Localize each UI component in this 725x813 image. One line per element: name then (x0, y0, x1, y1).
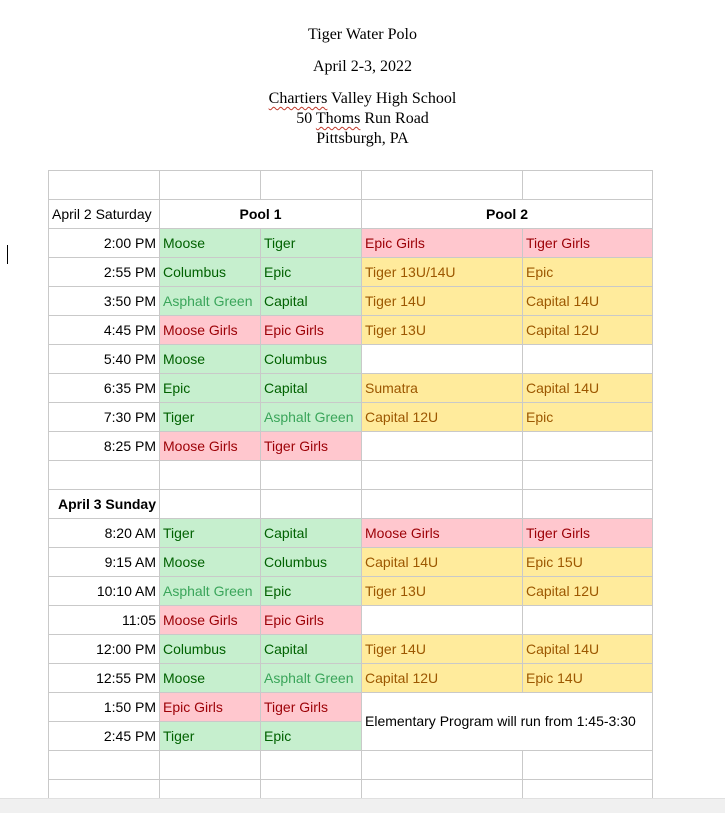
time-cell[interactable]: 12:55 PM (49, 664, 160, 693)
pool1-team-b[interactable]: Capital (261, 374, 362, 403)
pool1-team-b[interactable]: Capital (261, 519, 362, 548)
pool1-team-a[interactable]: Moose (160, 548, 261, 577)
pool1-team-a[interactable]: Tiger (160, 403, 261, 432)
pool2-team-b[interactable]: Epic 14U (523, 664, 653, 693)
pool1-team-a[interactable]: Epic (160, 374, 261, 403)
pool1-team-b[interactable]: Tiger Girls (261, 432, 362, 461)
pool2-team-b[interactable]: Capital 14U (523, 635, 653, 664)
table-cell[interactable] (160, 751, 261, 780)
table-cell[interactable] (523, 171, 653, 200)
pool2-team-b[interactable] (523, 432, 653, 461)
pool1-team-b[interactable]: Tiger (261, 229, 362, 258)
pool2-team-a[interactable] (362, 345, 523, 374)
schedule-table (48, 170, 653, 809)
pool2-team-b[interactable] (523, 345, 653, 374)
pool2-team-b[interactable]: Capital 14U (523, 374, 653, 403)
pool2-team-a[interactable]: Tiger 13U/14U (362, 258, 523, 287)
time-cell[interactable]: 8:20 AM (49, 519, 160, 548)
venue-name (0, 90, 725, 108)
table-cell[interactable] (362, 461, 523, 490)
pool1-team-b[interactable]: Asphalt Green (261, 403, 362, 432)
time-cell[interactable]: 2:45 PM (49, 722, 160, 751)
pool1-team-b[interactable]: Epic Girls (261, 606, 362, 635)
table-cell[interactable] (160, 171, 261, 200)
address-street-b: Run Road (360, 110, 429, 127)
venue-city: Pittsburgh, PA (316, 130, 409, 147)
pool1-team-b[interactable]: Columbus (261, 345, 362, 374)
table-cell[interactable] (523, 461, 653, 490)
pool2-team-b[interactable]: Capital 12U (523, 577, 653, 606)
pool2-team-a[interactable]: Capital 12U (362, 664, 523, 693)
time-cell[interactable]: 1:50 PM (49, 693, 160, 722)
pool2-team-a[interactable]: Capital 12U (362, 403, 523, 432)
time-cell[interactable]: 2:55 PM (49, 258, 160, 287)
table-row (49, 403, 653, 432)
table-cell[interactable] (49, 751, 160, 780)
pool2-team-b[interactable] (523, 606, 653, 635)
pool1-team-b[interactable]: Epic (261, 258, 362, 287)
pool1-header[interactable]: Pool 1 (160, 200, 362, 229)
table-row (49, 548, 653, 577)
table-row (49, 519, 653, 548)
table-row (49, 606, 653, 635)
time-cell[interactable]: 5:40 PM (49, 345, 160, 374)
pool1-team-a[interactable]: Moose Girls (160, 606, 261, 635)
table-cell[interactable] (523, 751, 653, 780)
pool2-team-b[interactable]: Capital 14U (523, 287, 653, 316)
time-cell[interactable]: 2:00 PM (49, 229, 160, 258)
pool1-team-a[interactable]: Tiger (160, 722, 261, 751)
table-row (49, 287, 653, 316)
pool2-team-b[interactable]: Epic (523, 258, 653, 287)
pool2-team-a[interactable]: Epic Girls (362, 229, 523, 258)
pool2-team-a[interactable]: Tiger 14U (362, 635, 523, 664)
table-cell[interactable] (160, 461, 261, 490)
pool1-team-b[interactable]: Capital (261, 287, 362, 316)
table-cell[interactable] (49, 461, 160, 490)
pool1-team-a[interactable]: Asphalt Green (160, 287, 261, 316)
table-row (49, 664, 653, 693)
table-cell[interactable] (261, 751, 362, 780)
window-bottom-edge (0, 798, 725, 813)
pool2-team-b[interactable]: Tiger Girls (523, 229, 653, 258)
time-cell[interactable]: 9:15 AM (49, 548, 160, 577)
table-cell[interactable] (160, 490, 261, 519)
event-dates: April 2-3, 2022 (312, 58, 413, 75)
table-cell[interactable] (261, 490, 362, 519)
table-row (49, 577, 653, 606)
pool2-team-b[interactable]: Tiger Girls (523, 519, 653, 548)
table-row-blank (49, 171, 653, 200)
time-cell[interactable]: 10:10 AM (49, 577, 160, 606)
time-cell[interactable]: 4:45 PM (49, 316, 160, 345)
pool2-team-b[interactable]: Capital 12U (523, 316, 653, 345)
pool1-team-a[interactable]: Columbus (160, 635, 261, 664)
pool1-team-a[interactable]: Tiger (160, 519, 261, 548)
elementary-program-note[interactable]: Elementary Program will run from 1:45-3:30 (362, 693, 653, 751)
day-label-sunday[interactable]: April 3 Sunday (49, 490, 160, 519)
time-cell[interactable]: 7:30 PM (49, 403, 160, 432)
table-row-blank (49, 461, 653, 490)
table-row (49, 693, 653, 722)
time-cell[interactable]: 12:00 PM (49, 635, 160, 664)
pool1-team-b[interactable]: Capital (261, 635, 362, 664)
pool1-team-a[interactable]: Moose (160, 664, 261, 693)
pool2-team-a[interactable]: Tiger 13U (362, 316, 523, 345)
time-cell[interactable]: 8:25 PM (49, 432, 160, 461)
table-row (49, 635, 653, 664)
text-cursor (7, 245, 8, 264)
table-row (49, 345, 653, 374)
table-row (49, 432, 653, 461)
table-row (49, 229, 653, 258)
pool2-team-a[interactable]: Moose Girls (362, 519, 523, 548)
table-cell[interactable] (49, 171, 160, 200)
pool2-header[interactable]: Pool 2 (362, 200, 653, 229)
pool1-team-b[interactable]: Columbus (261, 548, 362, 577)
pool1-team-b[interactable]: Epic Girls (261, 316, 362, 345)
pool2-team-b[interactable]: Epic 15U (523, 548, 653, 577)
venue-name-part-b: Valley High School (327, 90, 457, 107)
pool2-team-a[interactable]: Sumatra (362, 374, 523, 403)
pool2-team-a[interactable]: Capital 14U (362, 548, 523, 577)
table-cell[interactable] (523, 490, 653, 519)
pool1-team-a[interactable]: Moose Girls (160, 316, 261, 345)
pool2-team-a[interactable] (362, 606, 523, 635)
pool1-team-a[interactable]: Moose (160, 345, 261, 374)
pool2-team-a[interactable]: Tiger 13U (362, 577, 523, 606)
pool1-team-b[interactable]: Asphalt Green (261, 664, 362, 693)
table-row-blank (49, 751, 653, 780)
table-cell[interactable] (362, 490, 523, 519)
pool1-team-a[interactable]: Moose Girls (160, 432, 261, 461)
pool1-team-a[interactable]: Moose (160, 229, 261, 258)
time-cell[interactable]: 11:05 (49, 606, 160, 635)
address-street-a: Thoms (315, 110, 361, 127)
table-cell[interactable] (362, 171, 523, 200)
table-row-day-header (49, 200, 653, 229)
table-row (49, 316, 653, 345)
table-cell[interactable] (362, 751, 523, 780)
document-title: Tiger Water Polo (308, 26, 417, 43)
pool1-team-b[interactable]: Epic (261, 577, 362, 606)
pool2-team-a[interactable]: Tiger 14U (362, 287, 523, 316)
table-cell[interactable] (261, 461, 362, 490)
time-cell[interactable]: 3:50 PM (49, 287, 160, 316)
pool1-team-a[interactable]: Asphalt Green (160, 577, 261, 606)
pool2-team-b[interactable]: Epic (523, 403, 653, 432)
address-number: 50 (296, 110, 316, 127)
table-cell[interactable] (261, 171, 362, 200)
table-row-day-header (49, 490, 653, 519)
venue-address (0, 110, 725, 128)
time-cell[interactable]: 6:35 PM (49, 374, 160, 403)
venue-name-part-a: Chartiers (268, 90, 328, 107)
pool2-team-a[interactable] (362, 432, 523, 461)
pool1-team-a[interactable]: Columbus (160, 258, 261, 287)
table-row (49, 374, 653, 403)
pool1-team-b[interactable]: Epic (261, 722, 362, 751)
pool1-team-a[interactable]: Epic Girls (160, 693, 261, 722)
pool1-team-b[interactable]: Tiger Girls (261, 693, 362, 722)
table-row (49, 258, 653, 287)
day-label-saturday[interactable]: April 2 Saturday (49, 200, 160, 229)
